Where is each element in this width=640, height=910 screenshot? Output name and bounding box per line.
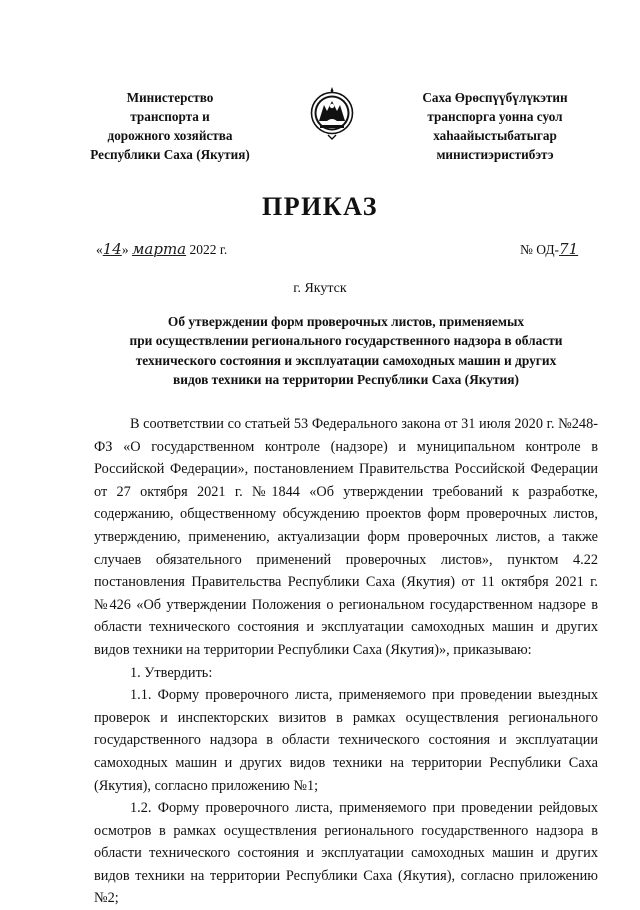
subject-line: Об утверждении форм проверочных листов, применяемых [167,314,525,329]
order-number-value: 71 [559,240,579,258]
body-paragraph-preamble: В соответствии со статьей 53 Федерального закона от 31 июля 2020 г. №248-ФЗ «О государственном контроле (надзоре) и муниципальном контроле в Российской Федерации», постановлением Правительства Российской Федерации от 27 октября 2021 г. №1844 «Об утверждении требований к разработке, содержанию, общественному обсуждению проектов форм проверочных листов, утверждению, применению, актуализации форм проверочных листов, а также случаев обязательного применений проверочных листов», пунктом 4.22 постановления Правительства Республики Саха (Якутия) от 11 октября 2021 г. №426 «Об утверждении Положения о региональном государственном надзоре в области технического состояния и эксплуатации самоходных машин и других видов техники на территории Республики Саха (Якутия)», приказываю: [94,416,598,658]
ministry-line: транспорга уонна суол [427,109,563,124]
order-date [96,240,227,258]
date-quote-open: « [96,242,103,257]
ministry-line: Саха Өрөспүүбүлүкэтин [422,90,568,105]
order-number-prefix: № ОД- [520,242,560,257]
subject-line: при осуществлении регионального государственного надзора в области [129,333,563,349]
document-title: ПРИКАЗ [261,192,379,221]
ministry-line: министиэристибэтэ [436,147,554,162]
date-month: марта [131,240,187,258]
order-subject [96,312,596,390]
body-paragraph-item-1-2: 1.2. Форму проверочного листа, применяемого при проведении рейдовых осмотров в рамках осуществления регионального государственного надзора в области технического состояния и эксплуатации самоходных машин и других видов техники на территории Республики Саха (Якутия), согласно приложению №2; [94,800,598,907]
date-quote-close: » [121,242,129,257]
ministry-line: хаһаайыстыбатыгар [433,128,557,143]
body-paragraph-item-1-1: 1.1. Форму проверочного листа, применяемого при проведении выездных проверок и инспекторских визитов в рамках осуществления регионального государственного надзора в области технического состояния и эксплуатации самоходных машин и других видов техники на территории Республики Саха (Якутия), согласно приложению №1; [94,687,598,794]
date-year: 2022 г. [189,242,228,257]
coat-of-arms-sakha-icon [310,85,354,141]
order-number [520,240,578,258]
order-body [94,413,598,910]
subject-line: технического состояния и эксплуатации самоходных машин и других [135,352,557,368]
ministry-line: Министерство [126,90,214,105]
body-paragraph-item-1: 1. Утвердить: [130,664,213,681]
ministry-line: дорожного хозяйства [107,128,233,143]
ministry-name-yakut [380,88,610,164]
ministry-line: Республики Саха (Якутия) [90,147,250,162]
subject-line: видов техники на территории Республики Саха (Якутия) [173,372,519,388]
date-day: 14 [102,240,122,258]
ministry-line: транспорта и [130,109,210,124]
order-city: г. Якутск [293,281,347,296]
ministry-name-russian [70,88,270,164]
